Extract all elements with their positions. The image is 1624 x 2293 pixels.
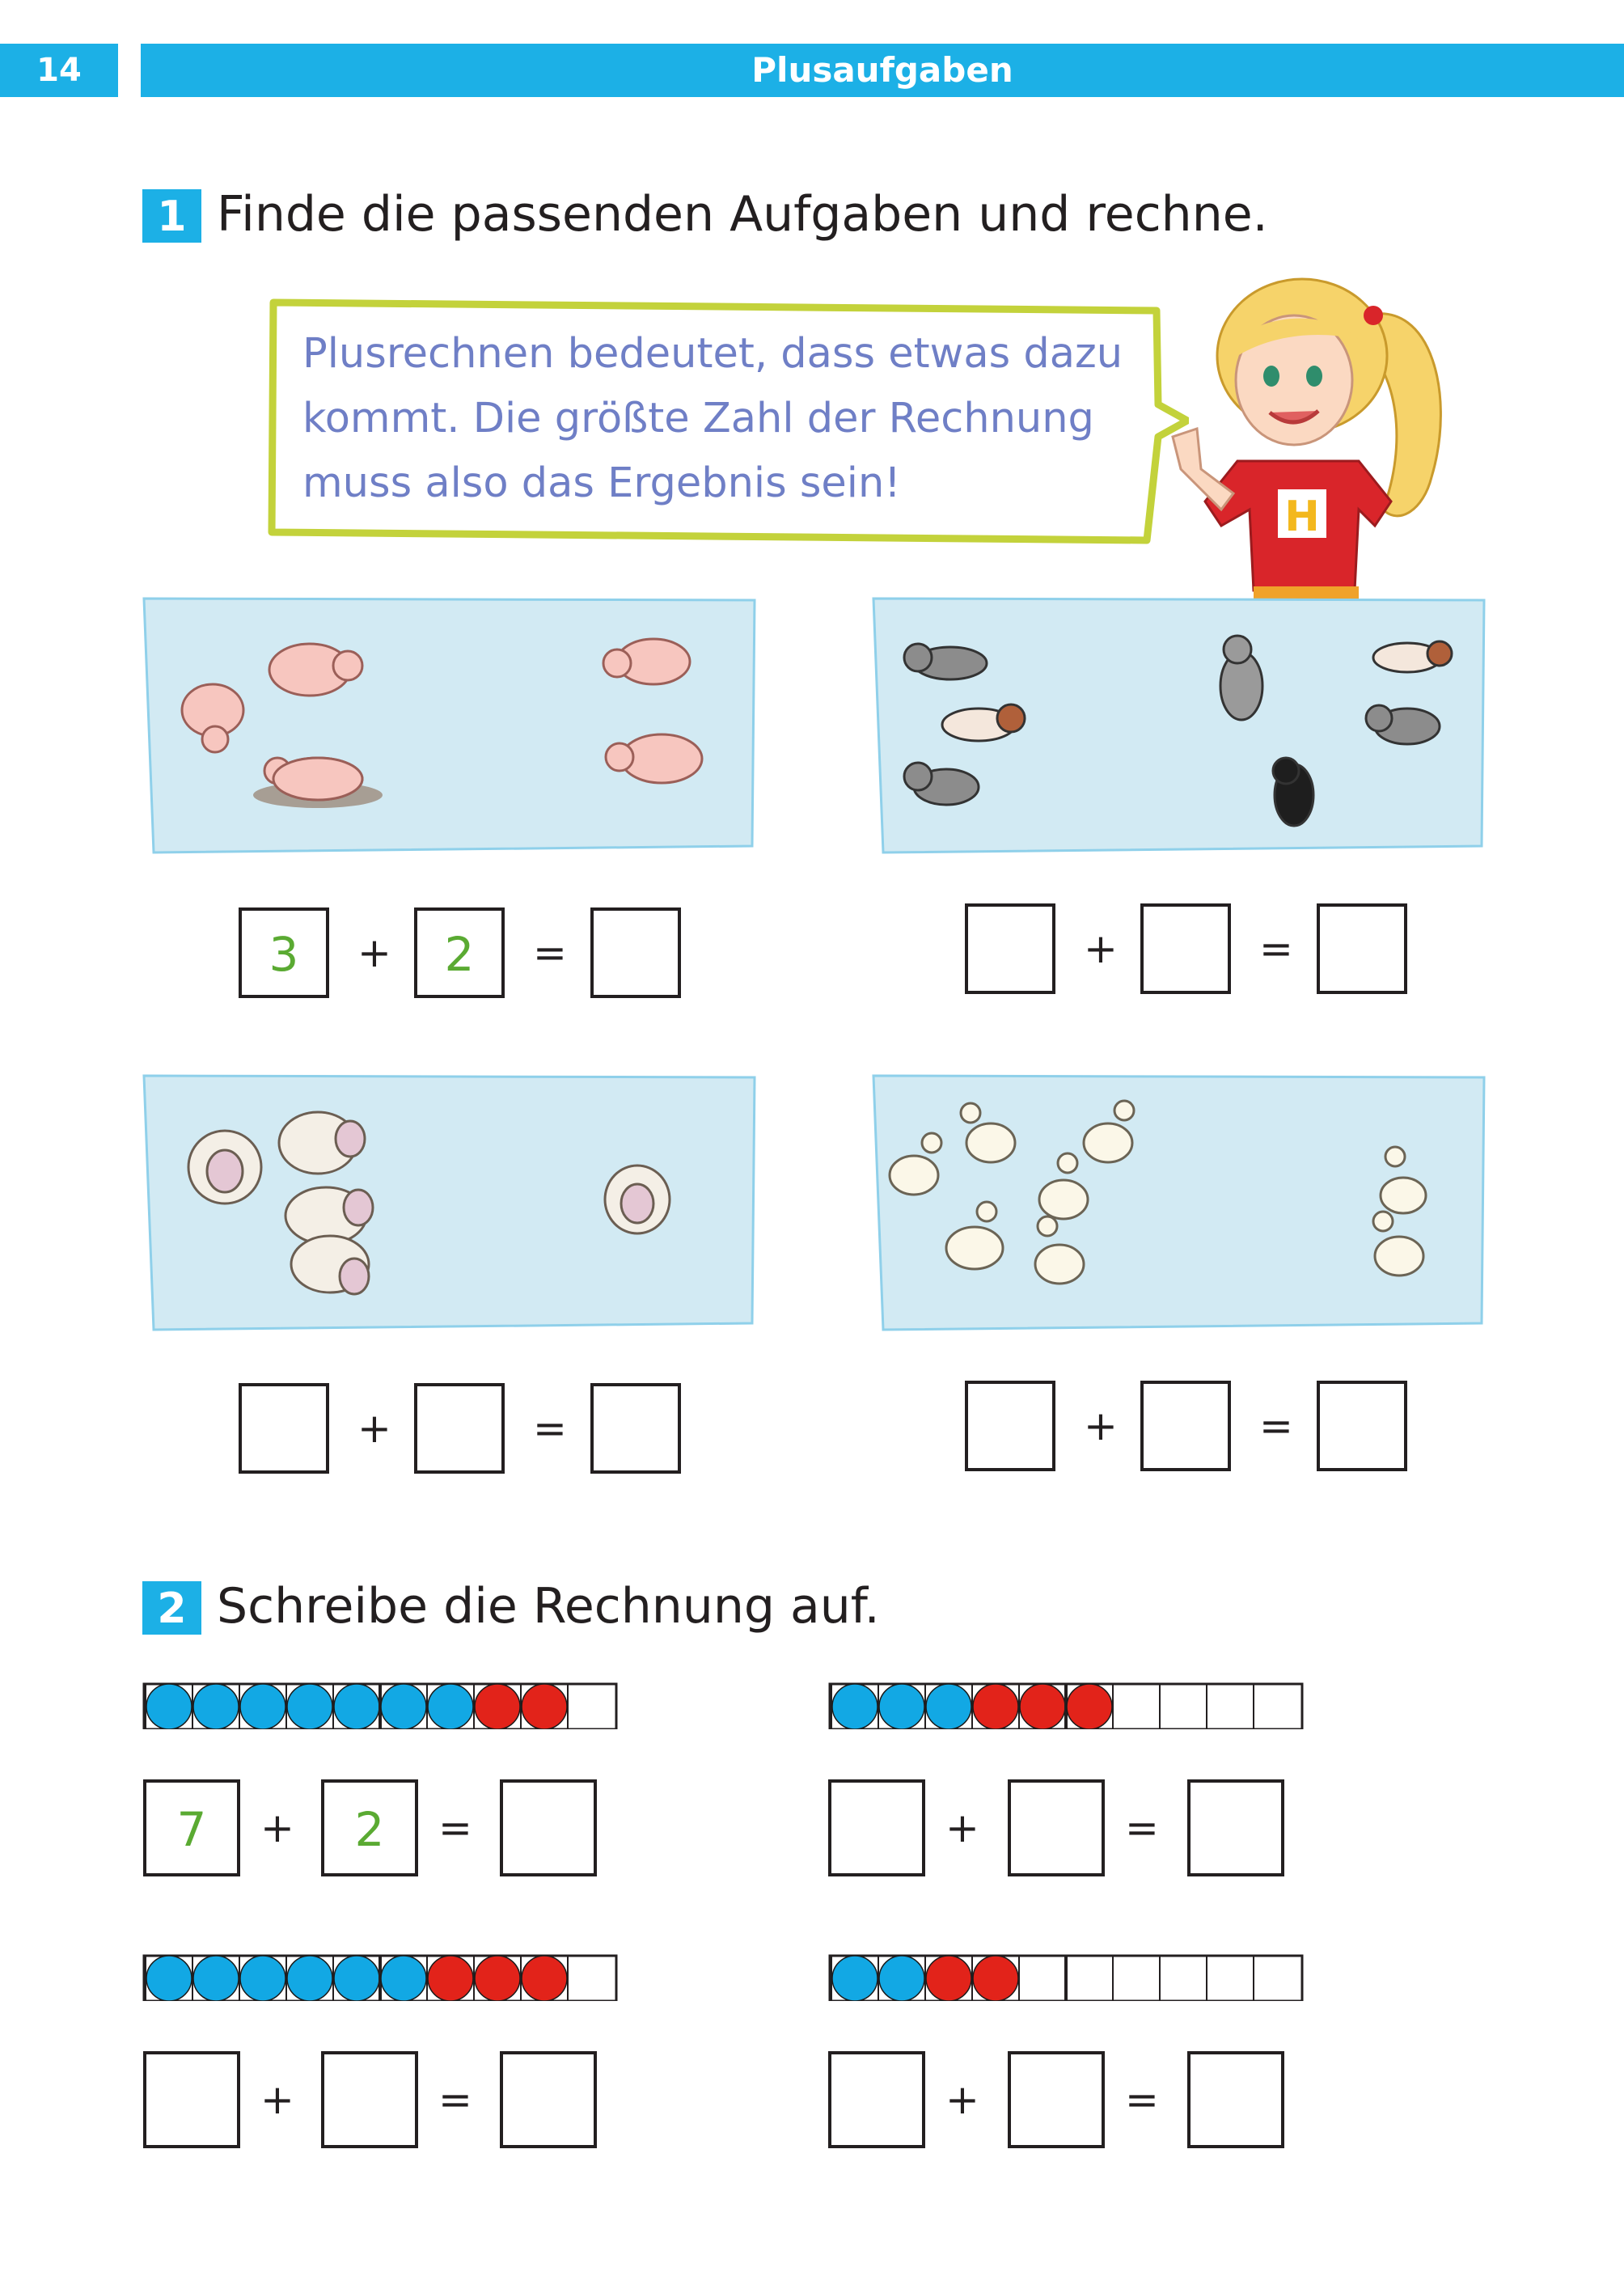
bead-blue — [287, 1956, 332, 2001]
plus-sign: + — [945, 1804, 979, 1851]
bead-blue — [146, 1956, 192, 2001]
task2-equation-1-result[interactable] — [500, 1779, 597, 1876]
task2-equation-3-result[interactable] — [500, 2051, 597, 2148]
picture-panel-sheep — [136, 1066, 767, 1341]
picture-panel-geese — [865, 1066, 1496, 1341]
bead-row-3 — [142, 1954, 624, 2001]
task-1-number: 1 — [142, 189, 201, 243]
equals-sign: = — [438, 1804, 472, 1851]
bead-blue — [926, 1684, 971, 1729]
plus-sign: + — [357, 929, 391, 976]
bead-blue — [240, 1956, 285, 2001]
bead-red — [522, 1956, 567, 2001]
speech-bubble-line: Plusrechnen bedeutet, dass etwas dazu — [302, 330, 1123, 378]
speech-bubble-text — [302, 322, 1127, 516]
task-2-instruction: Schreibe die Rechnung auf. — [217, 1578, 880, 1635]
equation-3-addend-b[interactable] — [414, 1383, 505, 1474]
equation-3-addend-a[interactable] — [239, 1383, 329, 1474]
bead-red — [1067, 1684, 1112, 1729]
bead-blue — [334, 1956, 379, 2001]
task2-equation-4-result[interactable] — [1187, 2051, 1284, 2148]
sheep-group-2 — [605, 1166, 670, 1233]
task2-equation-2-addend-a[interactable] — [828, 1779, 925, 1876]
girl-character-illustration — [1165, 267, 1464, 607]
bead-row-2 — [828, 1682, 1310, 1729]
task2-equation-1-addend-b[interactable]: 2 — [321, 1779, 418, 1876]
bead-blue — [381, 1684, 426, 1729]
bead-blue — [879, 1684, 924, 1729]
bead-red — [926, 1956, 971, 2001]
equation-4-addend-a[interactable] — [965, 1381, 1055, 1471]
equation-4-result[interactable] — [1317, 1381, 1407, 1471]
task2-equation-3-addend-b[interactable] — [321, 2051, 418, 2148]
bead-blue — [240, 1684, 285, 1729]
task2-equation-2-addend-b[interactable] — [1008, 1779, 1105, 1876]
bead-red — [973, 1956, 1018, 2001]
page-number: 14 — [0, 44, 118, 97]
task2-equation-3-addend-a[interactable] — [143, 2051, 240, 2148]
equals-sign: = — [1125, 2076, 1159, 2123]
bead-red — [973, 1684, 1018, 1729]
bead-red — [1020, 1684, 1065, 1729]
plus-sign: + — [260, 2076, 294, 2123]
bead-blue — [146, 1684, 192, 1729]
equals-sign: = — [533, 1405, 567, 1452]
task-2-number: 2 — [142, 1581, 201, 1635]
picture-panel-pigs — [136, 589, 767, 864]
bead-blue — [193, 1956, 239, 2001]
equation-1-addend-a[interactable]: 3 — [239, 907, 329, 998]
equation-3-result[interactable] — [590, 1383, 681, 1474]
task-1-instruction: Finde die passenden Aufgaben und rechne. — [217, 186, 1268, 243]
bead-red — [428, 1956, 473, 2001]
bead-red — [522, 1684, 567, 1729]
plus-sign: + — [1084, 925, 1118, 972]
equals-sign: = — [1125, 1804, 1159, 1851]
plus-sign: + — [357, 1405, 391, 1452]
bead-red — [475, 1684, 520, 1729]
page-title: Plusaufgaben — [141, 44, 1624, 97]
bead-blue — [832, 1956, 878, 2001]
equation-2-addend-a[interactable] — [965, 903, 1055, 994]
equation-4-addend-b[interactable] — [1140, 1381, 1231, 1471]
task2-equation-4-addend-a[interactable] — [828, 2051, 925, 2148]
bead-blue — [193, 1684, 239, 1729]
shirt-letter: H — [1284, 493, 1320, 541]
equation-2-addend-b[interactable] — [1140, 903, 1231, 994]
picture-panel-cats — [865, 589, 1496, 864]
bead-blue — [287, 1684, 332, 1729]
task2-equation-4-addend-b[interactable] — [1008, 2051, 1105, 2148]
plus-sign: + — [260, 1804, 294, 1851]
speech-bubble-line: kommt. Die größte Zahl der Rechnung — [302, 395, 1094, 442]
bead-blue — [879, 1956, 924, 2001]
bead-blue — [832, 1684, 878, 1729]
plus-sign: + — [945, 2076, 979, 2123]
task2-equation-2-result[interactable] — [1187, 1779, 1284, 1876]
equals-sign: = — [533, 929, 567, 976]
bead-row-1 — [142, 1682, 624, 1729]
bead-blue — [334, 1684, 379, 1729]
equals-sign: = — [1259, 1402, 1293, 1449]
bead-blue — [381, 1956, 426, 2001]
plus-sign: + — [1084, 1402, 1118, 1449]
equals-sign: = — [438, 2076, 472, 2123]
bead-blue — [428, 1684, 473, 1729]
bead-red — [475, 1956, 520, 2001]
equation-1-addend-b[interactable]: 2 — [414, 907, 505, 998]
speech-bubble-line: muss also das Ergebnis sein! — [302, 459, 901, 507]
equals-sign: = — [1259, 925, 1293, 972]
equation-1-result[interactable] — [590, 907, 681, 998]
task2-equation-1-addend-a[interactable]: 7 — [143, 1779, 240, 1876]
bead-row-4 — [828, 1954, 1310, 2001]
equation-2-result[interactable] — [1317, 903, 1407, 994]
